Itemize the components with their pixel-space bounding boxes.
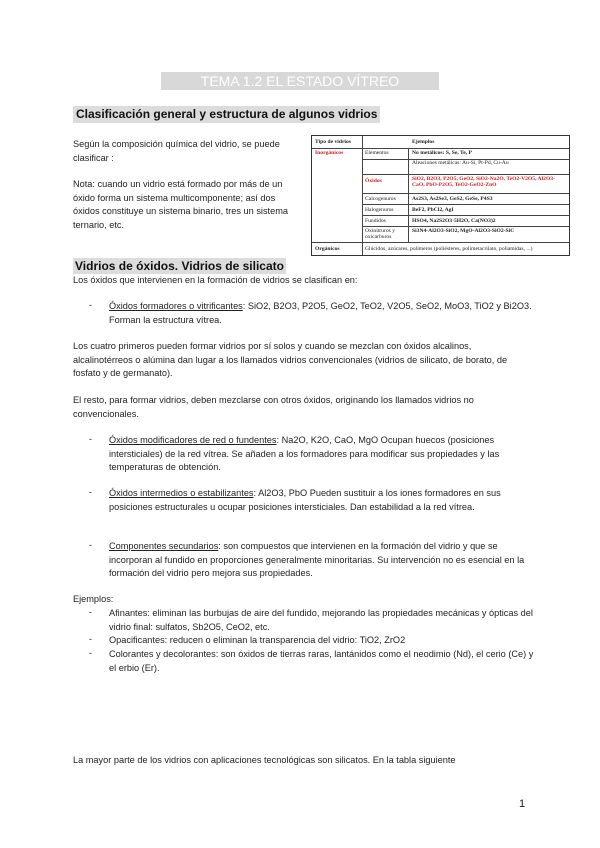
example-opacificantes: Opacificantes: reducen o eliminan la transparencia del vidrio: TiO2, ZrO2 <box>109 635 406 645</box>
table-group-organic: Orgánicos <box>315 246 340 252</box>
list-item-intermedios <box>109 487 534 514</box>
table-header-type: Tipo de vidrios <box>315 139 351 145</box>
table-row-name: Elementos <box>365 150 389 156</box>
formadores-description: : SiO2, B2O3, P2O5, GeO2, TeO2, V2O5, SeO2, MoO3, TiO2 y Bi2O3. Forman la estructura vítrea. <box>109 301 532 325</box>
table-row-example: SiO2, B2O3, P2O5, GeO2, SiO2-Na2O, TeO2-V2O5, Al2O3-CaO, PbO-P2O5, TeO2-GeO2-ZnO <box>412 176 555 189</box>
bullet-dash: - <box>89 634 92 644</box>
example-colorantes: Colorantes y decolorantes: son óxidos de tierras raras, lantánidos como el neodimio (Nd), el cerio (Ce) y el erbio (Er). <box>109 649 534 673</box>
bullet-dash: - <box>89 607 92 617</box>
glass-types-table <box>311 135 570 256</box>
modificadores-description: : Na2O, K2O, CaO, MgO Ocupan huecos (posiciones intersticiales) de la red vítrea. Se añaden a los formadores para modificar sus propiedades y las temperaturas de obtención. <box>109 435 500 472</box>
bullet-dash: - <box>89 648 92 658</box>
table-group-inorganic: Inorgánicos <box>315 150 344 156</box>
list-item-secundarios <box>109 540 534 581</box>
intro-paragraph: Según la composición química del vidrio, se puede clasificar : <box>73 139 280 163</box>
table-row-example: HSO4, Na2S2O3·5H2O, Ca(NO3)2 <box>412 218 496 224</box>
table-row-example: As2S3, As2Se3, GeS2, GeSe, P4S3 <box>412 196 493 202</box>
section-intro: Los óxidos que intervienen en la formación de vidrios se clasifican en: <box>73 275 358 285</box>
bullet-dash: - <box>89 487 92 497</box>
ejemplos-label: Ejemplos: <box>73 594 114 604</box>
paragraph-cuatro-primeros: Los cuatro primeros pueden formar vidrios por sí solos y cuando se mezclan con óxidos alcalinos, alcalinotérreos o alúmina dan lugar a los llamados vidrios convencionales (vidrios de silicato, de borato, de fosfato y de germanato). <box>73 341 508 378</box>
term-modificadores: Óxidos modificadores de red o fundentes <box>109 435 277 445</box>
bullet-dash: - <box>89 540 92 550</box>
secundarios-description: : son compuestos que intervienen en la formación del vidrio y que se incorporan al fundido en proporciones generalmente minoritarias. Su intervención no es esencial en la formación del vidrio pero mejora sus propiedades. <box>109 541 525 578</box>
intermedios-description: : Al2O3, PbO Pueden sustituir a los iones formadores en sus posiciones estructurales u ocupar posiciones intersticiales. Dan estabilidad a la red vítrea. <box>109 488 501 512</box>
table-row-name: Óxidos <box>365 178 382 184</box>
table-header-examples: Ejemplos <box>412 139 435 145</box>
bullet-dash: - <box>89 434 92 444</box>
table-row-example: Aleaciones metálicas: Au-Si, Pt-Pd, Cu-Au <box>412 160 509 166</box>
table-row-example: No metálicos: S, Se, Te, P <box>412 150 472 156</box>
note-paragraph: Nota: cuando un vidrio está formado por más de un óxido forma un sistema multicomponente; así dos óxidos constituye un sistema binario, tres un sistema ternario, etc. <box>73 179 288 230</box>
table-row-name: Halogenuros <box>365 207 394 213</box>
closing-paragraph: La mayor parte de los vidrios con aplicaciones tecnológicas son silicatos. En la tabla siguiente <box>73 755 456 765</box>
page-number: 1 <box>519 798 526 810</box>
table-row-name: Oxinitruros y oxicarburos <box>365 228 395 241</box>
list-item-formadores <box>109 300 534 327</box>
term-formadores: Óxidos formadores o vitrificantes <box>109 301 243 311</box>
section-heading-clasificacion: Clasificación general y estructura de algunos vidrios <box>73 106 380 123</box>
page-title: TEMA 1.2 EL ESTADO VÍTREO <box>161 72 439 90</box>
term-secundarios: Componentes secundarios <box>109 541 219 551</box>
example-afinantes: Afinantes: eliminan las burbujas de aire del fundido, mejorando las propiedades mecánicas y ópticas del vidrio final: sulfatos, Sb2O5, CeO2, etc. <box>109 608 533 632</box>
list-item-modificadores <box>109 434 534 475</box>
table-row-example: Glúcidos, azúcares, polímeros (poliésteres, polimetacrilato, poliamidas, ...) <box>365 246 533 252</box>
section-heading-vidrios-oxidos: Vidrios de óxidos. Vidrios de silicato <box>75 259 284 273</box>
table-row-example: BeF2, PbCl2, AgI <box>412 207 454 213</box>
table-row-example: Si3N4-Al2O3-SiO2, MgO-Al2O3-SiO2-SiC <box>412 228 515 234</box>
table-row-name: Calcogenuros <box>365 196 396 202</box>
paragraph-resto: El resto, para formar vidrios, deben mezclarse con otros óxidos, originando los llamados vidrios no convencionales. <box>73 395 474 419</box>
table-row-name: Fundidos <box>365 218 386 224</box>
term-intermedios: Óxidos intermedios o estabilizantes <box>109 488 254 498</box>
bullet-dash: - <box>89 300 92 310</box>
